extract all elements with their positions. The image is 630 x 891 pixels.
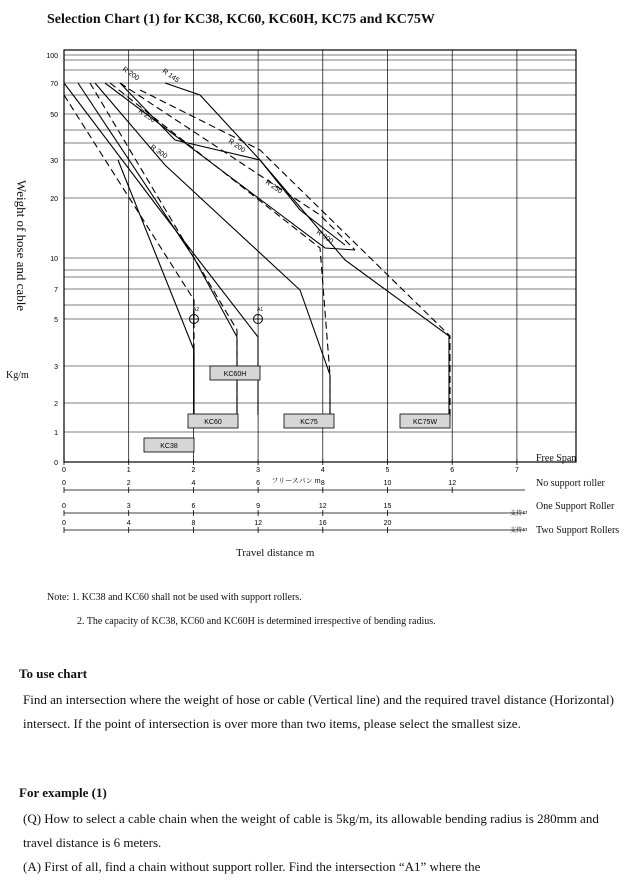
use-chart-heading: To use chart — [19, 666, 88, 681]
model-label: KC60 — [204, 419, 222, 426]
scale-tick-label: 12 — [448, 480, 457, 487]
bend-radius-label: R 200 — [120, 65, 141, 83]
scale-tick-label: 4 — [320, 467, 325, 474]
bend-radius-label: R 300 — [148, 143, 169, 161]
scale-tick-label: 9 — [256, 503, 261, 510]
point-label: A2 — [193, 307, 200, 313]
scale-tick-label: 0 — [62, 467, 66, 474]
use-chart-section — [19, 662, 619, 736]
y-tick-label: 3 — [54, 364, 58, 371]
scale-tick-label: 12 — [254, 520, 262, 527]
roller-curve — [140, 90, 450, 420]
x-axis-label: Travel distance m — [236, 547, 315, 559]
note-1: Note: 1. KC38 and KC60 shall not be used with support rollers. — [47, 592, 302, 603]
no-support-roller-label: No support roller — [536, 478, 605, 489]
model-boxes — [144, 366, 450, 452]
y-tick-label: 100 — [46, 53, 58, 60]
notes — [47, 586, 436, 634]
bend-radius-label: R 250 — [136, 107, 157, 125]
y-tick-label: 50 — [50, 112, 58, 119]
scale-tick-label: 16 — [318, 520, 327, 527]
capacity-curve — [120, 83, 449, 415]
bend-radius-label: R 145 — [160, 67, 181, 85]
scale-tick-label: 10 — [383, 480, 392, 487]
scale-tick-label: 6 — [256, 480, 261, 487]
y-tick-label: 7 — [54, 287, 58, 294]
y-tick-label: 2 — [54, 401, 58, 408]
support-roller-mark: 支持ロ — [510, 511, 529, 517]
scale-tick-label: 2 — [126, 480, 131, 487]
model-label: KC75 — [300, 419, 318, 426]
roller-curve — [110, 83, 330, 415]
scale-tick-label: 15 — [383, 503, 392, 510]
capacity-curve — [95, 83, 330, 415]
scale-tick-label: 0 — [62, 480, 66, 487]
scale-tick-label: 20 — [383, 520, 392, 527]
y-tick-label: 10 — [50, 256, 58, 263]
example-heading: For example (1) — [19, 785, 107, 800]
example-question: (Q) How to select a cable chain when the weight of cable is 5kg/m, its allowable bending radius is 280mm and travel distance is 6 meters. — [23, 811, 599, 850]
scale-tick-label: 12 — [318, 503, 327, 510]
scale-tick-label: 0 — [62, 520, 66, 527]
y-axis-label: Weight of hose and cable — [14, 180, 29, 312]
scale-tick-label: 4 — [191, 480, 196, 487]
selection-chart — [0, 40, 630, 550]
scale-tick-label: 1 — [126, 467, 131, 474]
scale-tick-label: 3 — [126, 503, 131, 510]
example-answer: (A) First of all, find a chain without support roller. Find the intersection “A1” where the — [23, 859, 481, 874]
support-roller-mark: 支持ロ — [510, 528, 529, 534]
scale-tick-label: 2 — [191, 467, 196, 474]
scale-tick-label: 6 — [191, 503, 196, 510]
point-label: A1 — [257, 307, 264, 313]
roller-curve — [90, 83, 237, 415]
chart-title: Selection Chart (1) for KC38, KC60, KC60H, KC75 and KC75W — [47, 12, 435, 27]
bend-radius-label: R 250 — [263, 178, 284, 196]
scale-tick-label: 8 — [320, 480, 325, 487]
two-support-rollers-label: Two Support Rollers — [536, 525, 620, 536]
capacity-curve — [64, 83, 258, 415]
scale-tick-label: 5 — [385, 467, 390, 474]
model-label: KC75W — [412, 419, 438, 426]
scale-tick-label: 7 — [514, 467, 519, 474]
capacity-curve — [165, 83, 345, 245]
scale-tick-label: 4 — [126, 520, 131, 527]
use-chart-body: Find an intersection where the weight of hose or cable (Vertical line) and the required travel distance (Horizontal) intersect. If the point of intersection is over more than two items, please select the smallest size. — [23, 692, 614, 731]
y-tick-label: 5 — [54, 317, 58, 324]
bend-radius-label: R 200 — [226, 137, 247, 155]
example-section — [19, 781, 619, 879]
one-support-roller-label: One Support Roller — [536, 501, 615, 512]
model-label: KC60H — [223, 371, 247, 378]
note-2: 2. The capacity of KC38, KC60 and KC60H is determined irrespective of bending radius. — [77, 616, 436, 627]
y-tick-label: 1 — [54, 430, 58, 437]
bend-radius-label: R 300 — [314, 228, 335, 246]
scale-tick-label: 6 — [450, 467, 455, 474]
axis-ticks — [46, 53, 58, 467]
y-tick-label: 70 — [50, 81, 58, 88]
model-label: KC38 — [160, 443, 178, 450]
free-span-unit-label: フリースパン m — [271, 478, 321, 485]
scale-tick-label: 8 — [191, 520, 196, 527]
y-tick-label: 30 — [50, 158, 58, 165]
y-axis-unit: Kg/m — [6, 370, 29, 381]
free-span-label: Free Span — [536, 453, 577, 464]
y-tick-label: 0 — [54, 460, 58, 467]
scale-tick-label: 3 — [256, 467, 261, 474]
y-tick-label: 20 — [50, 196, 58, 203]
scale-tick-label: 0 — [62, 503, 66, 510]
distance-scales — [62, 459, 528, 534]
